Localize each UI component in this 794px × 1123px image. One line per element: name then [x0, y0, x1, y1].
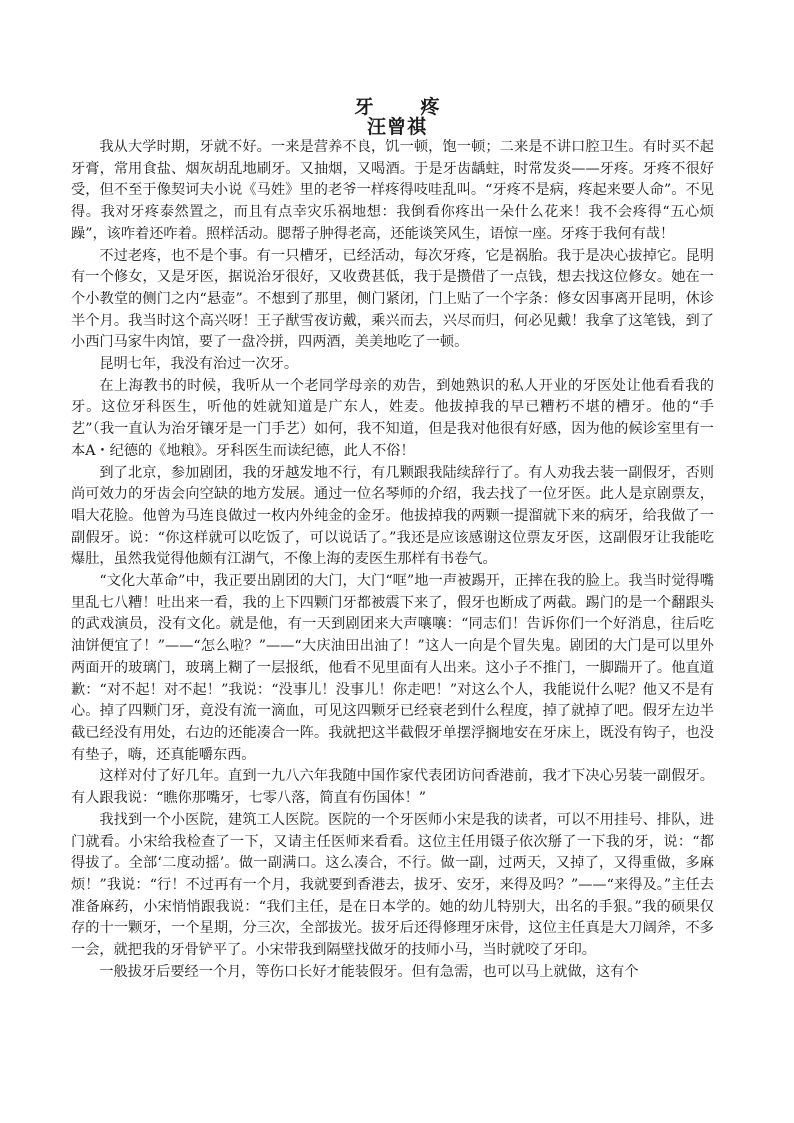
- paragraph-2: 不过老疼，也不是个事。有一只槽牙，已经活动，每次牙疼，它是祸胎。我于是决心拔掉它。昆明有一个修女，又是牙医，据说治牙很好，又收费甚低，我于是攒借了一点钱，想去找这位修女。她在一个小教堂的侧门之内“悬壶”。不想到了那里，侧门紧闭，门上贴了一个字条：修女因事离开昆明，休诊半个月。我当时这个高兴呀！王子猷雪夜访戴，乘兴而去，兴尽而归，何必见戴！我拿了这笔钱，到了小西门马家牛肉馆，要了一盘冷拼，四两酒，美美地吃了一顿。: [71, 247, 714, 351]
- paragraph-8: 我找到一个小医院，建筑工人医院。医院的一个牙医师小宋是我的读者，可以不用挂号、排队，进门就看。小宋给我检查了一下，又请主任医师来看看。这位主任用镊子依次掰了一下我的牙，说：“都得拔了。全部‘二度动摇’。做一副满口。这么凑合，不行。做一副，过两天，又掉了，又得重做，多麻烦！”我说：“行！不过再有一个月，我就要到香港去，拔牙、安牙，来得及吗？”——“来得及。”主任去准备麻药，小宋悄悄跟我说：“我们主任，是在日本学的。她的幼儿特别大，出名的手狠。”我的硕果仅存的十一颗牙，一个星期，分三次，全部拔光。拔牙后还得修理牙床骨，这位主任真是大刀阔斧，不多一会，就把我的牙骨铲平了。小宋带我到隔壁找做牙的技师小马，当时就咬了牙印。: [71, 811, 714, 959]
- paragraph-9: 一般拔牙后要经一个月，等伤口长好才能装假牙。但有急需，也可以马上就做，这有个: [99, 963, 639, 980]
- paragraph-6: “文化大革命”中，我正要出剧团的大门，大门“哐”地一声被踢开，正摔在我的脸上。我当时觉得嘴里乱七八糟！吐出来一看，我的上下四颗门牙都被震下来了，假牙也断成了两截。踢门的是一个翻跟头的武戏演员，没有文化。就是他，有一天到剧团来大声嚷嚷：“同志们！告诉你们一个好消息，往后吃油饼便宜了！”——“怎么啦？”——“大庆油田出油了！”这人一向是个冒失鬼。剧团的大门是可以里外两面开的玻璃门，玻璃上糊了一层报纸，他看不见里面有人出来。这小子不推门，一脚踹开了。他直道歉：“对不起！对不起！”我说：“没事儿！没事儿！你走吧！”对这么个人，我能说什么呢？他又不是有心。掉了四颗门牙，竟没有流一滴血，可见这四颗牙已经衰老到什么程度，掉了就掉了吧。假牙左边半截已经没有用处，右边的还能凑合一阵。我就把这半截假牙单摆浮搁地安在牙床上，既没有钩子，也没有垫子，嗨，还真能嚼东西。: [71, 573, 714, 763]
- paragraph-7: 这样对付了好几年。直到一九八六年我随中国作家代表团访问香港前，我才下决心另装一副假牙。有人跟我说：“瞧你那嘴牙，七零八落，简直有伤国体！”: [71, 768, 714, 807]
- paragraph-1: 我从大学时期，牙就不好。一来是营养不良，饥一顿，饱一顿；二来是不讲口腔卫生。有时买不起牙膏，常用食盐、烟灰胡乱地刷牙。又抽烟，又喝酒。于是牙齿龋蛀，时常发炎——牙疼。牙疼不很好受，但不至于像契诃夫小说《马姓》里的老爷一样疼得吱哇乱叫。“牙疼不是病，疼起来要人命”。不见得。我对牙疼泰然置之，而且有点幸灾乐祸地想：我倒看你疼出一朵什么花来！我不会疼得“五心烦躁”，该咋着还咋着。照样活动。腮帮子肿得老高，还能谈笑风生，语惊一座。牙疼于我何有哉！: [71, 139, 714, 242]
- paragraph-5: 到了北京，参加剧团，我的牙越发地不行，有几颗跟我陆续辞行了。有人劝我去装一副假牙，否则尚可效力的牙齿会向空缺的地方发展。通过一位名琴师的介绍，我去找了一位牙医。此人是京剧票友，唱大花脸。他曾为马连良做过一枚内外纯金的金牙。他拔掉我的两颗一提溜就下来的病牙，给我做了一副假牙。说：“你这样就可以吃饭了，可以说话了。”我还是应该感谢这位票友牙医，这副假牙让我能吃爆肚，虽然我觉得他颇有江湖气，不像上海的麦医生那样有书卷气。: [71, 464, 714, 568]
- essay-author: 汪曾祺: [366, 116, 427, 138]
- paragraph-3: 昆明七年，我没有治过一次牙。: [99, 356, 299, 373]
- paragraph-4: 在上海教书的时候，我听从一个老同学母亲的劝告，到她熟识的私人开业的牙医处让他看看我的牙。这位牙科医生，听他的姓就知道是广东人，姓麦。他拔掉我的早已糟朽不堪的槽牙。他的“手艺”（我一直认为治牙镶牙是一门手艺）如何，我不知道，但是我对他很有好感，因为他的候诊室里有一本A・纪德的《地粮》。牙科医生而读纪德，此人不俗！: [71, 377, 714, 459]
- essay-title: 牙 疼: [354, 96, 454, 118]
- essay-body: [71, 137, 714, 983]
